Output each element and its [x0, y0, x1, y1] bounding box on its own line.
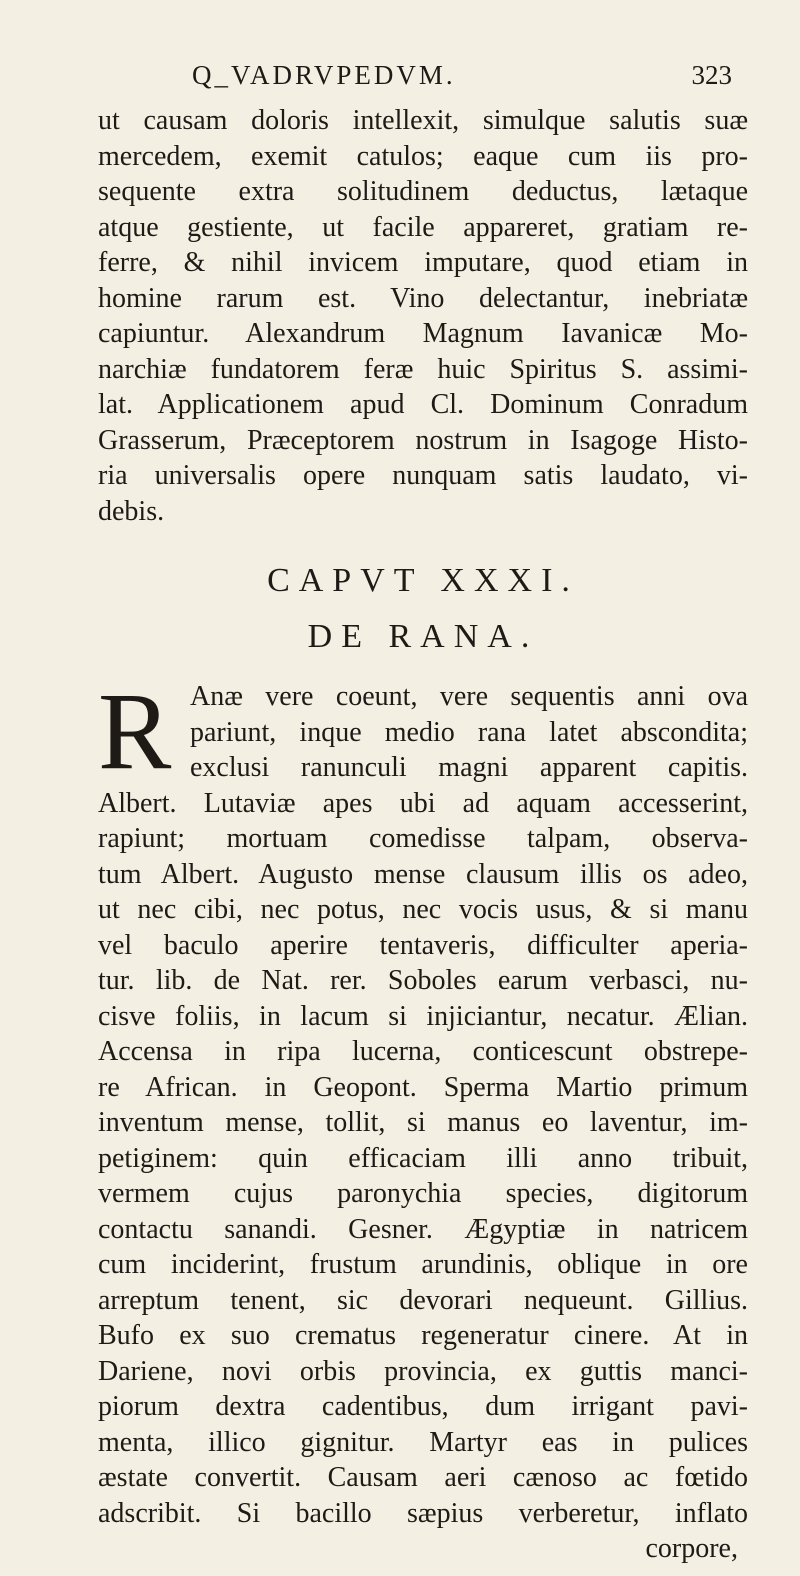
text-line: re African. in Geopont. Sperma Martio primum	[98, 1071, 748, 1103]
text-line: Accensa in ripa lucerna, conticescunt obstrepe-	[98, 1036, 748, 1067]
body-text	[98, 103, 748, 1567]
text-line: cisve foliis, in lacum si injiciantur, necatur. Ælian.	[98, 1000, 748, 1032]
text-line: ut causam doloris intellexit, simulque salutis suæ	[98, 105, 748, 136]
text-line: debis.	[98, 495, 165, 527]
text-line: adscribit. Si bacillo sæpius verberetur, inflato	[98, 1497, 748, 1529]
text-line: ut nec cibi, nec potus, nec vocis usus, & si manu	[98, 894, 748, 925]
text-line: atque gestiente, ut facile appareret, gratiam re-	[98, 211, 748, 243]
text-line: æstate convertit. Causam aeri cænoso ac fœtido	[98, 1462, 748, 1493]
text-line: lat. Applicationem apud Cl. Dominum Conradum	[98, 389, 748, 420]
text-line: rapiunt; mortuam comedisse talpam, observa-	[98, 823, 748, 854]
drop-cap-paragraph	[98, 670, 748, 792]
text-line: petiginem: quin efficaciam illi anno tribuit,	[98, 1142, 748, 1174]
text-line: vermem cujus paronychia species, digitorum	[98, 1178, 748, 1209]
section-heading: DE RANA.	[307, 618, 539, 655]
text-line: narchiæ fundatorem feræ huic Spiritus S. assimi-	[98, 353, 748, 385]
text-line: cum inciderint, frustum arundinis, oblique in ore	[98, 1249, 748, 1280]
text-line: inventum mense, tollit, si manus eo laventur, im-	[98, 1107, 748, 1138]
text-line: arreptum tenent, sic devorari nequeunt. Gillius.	[98, 1284, 748, 1316]
chapter-heading: CAPVT XXXI.	[267, 562, 579, 599]
running-title: Q_VADRVPEDVM.	[192, 60, 456, 90]
text-line: mercedem, exemit catulos; eaque cum iis pro-	[98, 140, 748, 172]
spacer	[98, 665, 748, 679]
text-line: Albert. Lutaviæ apes ubi ad aquam accesserint,	[98, 787, 748, 819]
text-line: piorum dextra cadentibus, dum irrigant pavi-	[98, 1391, 748, 1422]
text-line: Dariene, novi orbis provincia, ex guttis manci-	[98, 1355, 748, 1387]
text-line: vel baculo aperire tentaveris, difficulter aperia-	[98, 929, 748, 961]
catchword: corpore,	[645, 1533, 738, 1564]
text-line: sequente extra solitudinem deductus, lætaque	[98, 176, 748, 207]
text-line: Grasserum, Præceptorem nostrum in Isagoge Histo-	[98, 424, 748, 456]
running-header	[192, 60, 732, 96]
text-line: menta, illico gignitur. Martyr eas in pulices	[98, 1426, 748, 1458]
text-line: contactu sanandi. Gesner. Ægyptiæ in natricem	[98, 1213, 748, 1245]
drop-cap: R	[98, 670, 172, 792]
text-line: tur. lib. de Nat. rer. Soboles earum verbasci, nu-	[98, 965, 748, 996]
text-line: capiuntur. Alexandrum Magnum Iavanicæ Mo-	[98, 318, 748, 349]
text-line: Anæ vere coeunt, vere sequentis anni ova	[190, 681, 748, 712]
text-line: pariunt, inque medio rana latet abscondita;	[190, 716, 748, 748]
text-line: Bufo ex suo crematus regeneratur cinere. At in	[98, 1320, 748, 1351]
text-line: ria universalis opere nunquam satis laudato, vi-	[98, 460, 748, 491]
text-line: tum Albert. Augusto mense clausum illis os adeo,	[98, 858, 748, 890]
text-line: homine rarum est. Vino delectantur, inebriatæ	[98, 282, 748, 314]
text-line: ferre, & nihil invicem imputare, quod etiam in	[98, 247, 748, 278]
text-line: exclusi ranunculi magni apparent capitis.	[190, 752, 748, 783]
page-number: 323	[691, 60, 732, 90]
